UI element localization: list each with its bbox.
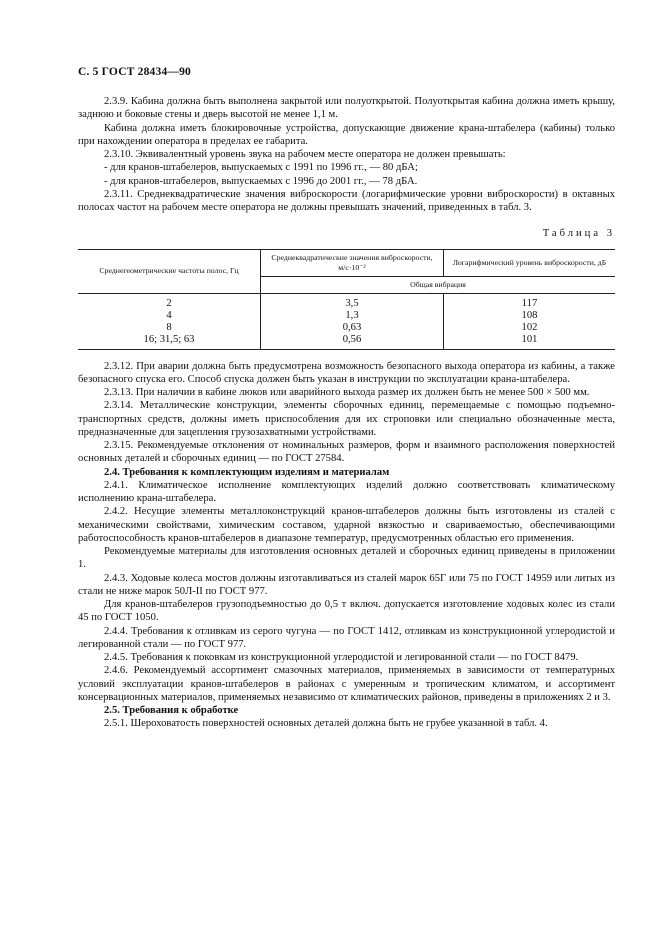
- body-text: [78, 95, 615, 731]
- table-cell: 0,56: [261, 334, 444, 350]
- table-row: [78, 298, 615, 310]
- paragraph: Для кранов-штабелеров грузоподъемностью до 0,5 т включ. допускается изготовление ходовых колес из стали 45 по ГОСТ 1050.: [78, 599, 615, 624]
- paragraph: - для кранов-штабелеров, выпускаемых с 1991 по 1996 гг., — 80 дБА;: [104, 162, 418, 174]
- paragraph: 2.4.1. Климатическое исполнение комплектующих изделий должно соответствовать климатическому исполнению крана-штабелера.: [78, 479, 615, 504]
- paragraph: 2.4.6. Рекомендуемый ассортимент смазочных материалов, применяемых в зависимости от температурных условий эксплуатации кранов-штабелеров в районах с умеренным и тропическим климатом, и ассортимент консервационных материалов, применяемых независимо от климатических районов, приведены в приложениях 2 и 3.: [78, 665, 615, 703]
- paragraph: - для кранов-штабелеров, выпускаемых с 1996 до 2001 гг., — 78 дБА.: [104, 175, 418, 187]
- table-cell: 108: [444, 310, 616, 322]
- paragraph: 2.3.11. Среднеквадратические значения виброскорости (логарифмические уровни виброскорости) в октавных полосах частот на рабочем месте оператора не должны превышать значений, приведенных в табл. 3.: [78, 188, 615, 213]
- table-cell: 3,5: [261, 298, 444, 310]
- column-header-frequency: Среднегеометрические частоты полос, Гц: [78, 249, 261, 293]
- paragraph: 2.3.15. Рекомендуемые отклонения от номинальных размеров, форм и взаимного расположения поверхностей основных деталей и сборочных единиц — по ГОСТ 27584.: [78, 440, 615, 465]
- paragraph: 2.3.12. При аварии должна быть предусмотрена возможность безопасного выхода оператора из кабины, а также безопасного спуска его. Способ спуска должен быть указан в инструкции по эксплуатации крана-штабелера.: [78, 360, 615, 385]
- column-header-level: Логарифмический уровень виброскорости, дБ: [444, 249, 616, 276]
- paragraph: 2.4.5. Требования к поковкам из конструкционной углеродистой и легированной стали — по ГОСТ 8479.: [104, 652, 579, 663]
- vibration-table: [78, 249, 615, 350]
- section-heading: 2.5. Требования к обработке: [104, 705, 239, 716]
- page-header: С. 5 ГОСТ 28434—90: [78, 66, 191, 78]
- paragraphs-after: [78, 360, 615, 731]
- paragraph: 2.5.1. Шероховатость поверхностей основных деталей должна быть не грубее указанной в табл. 4.: [104, 718, 548, 730]
- table-cell: 16; 31,5; 63: [143, 333, 195, 345]
- table-cell: 0,63: [261, 322, 444, 334]
- subheader-general-vibration: Общая вибрация: [261, 276, 616, 293]
- paragraph: 2.4.3. Ходовые колеса мостов должны изготавливаться из сталей марок 65Г или 75 по ГОСТ 14959 или литых из стали не ниже марок 50Л-II по ГОСТ 977.: [78, 572, 615, 597]
- paragraph: 2.3.9. Кабина должна быть выполнена закрытой или полуоткрытой. Полуоткрытая кабина должна иметь крышу, заднюю и боковые стены и дверь высотой не менее 1,1 м.: [78, 96, 615, 121]
- paragraph: 2.3.10. Эквивалентный уровень звука на рабочем месте оператора не должен превышать:: [104, 149, 506, 160]
- table-cell: 102: [444, 322, 616, 334]
- paragraph: 2.3.14. Металлические конструкции, элементы сборочных единиц, перемещаемые с помощью подъемно-транспортных средств, должны иметь приспособления для их строповки или специально обозначенные места, предназначенные для зацепления грузозахватными устройствами.: [78, 400, 615, 438]
- paragraph: 2.4.2. Несущие элементы металлоконструкций кранов-штабелеров должны быть изготовлены из сталей с механическими свойствами, химическим составом, ударной вязкостью и свариваемостью, обеспечивающими работоспособность кранов-штабелеров в диапазоне температур, предусмотренных областью его применения.: [78, 506, 615, 544]
- table-row: [78, 334, 615, 350]
- table-cell: 4: [166, 309, 172, 321]
- table-cell: 8: [166, 321, 172, 333]
- table-cell: 101: [444, 334, 616, 350]
- table-cell: 2: [166, 297, 172, 309]
- paragraph: 2.4.4. Требования к отливкам из серого чугуна — по ГОСТ 1412, отливкам из конструкционной углеродистой и легированной стали — по ГОСТ 977.: [78, 625, 615, 650]
- paragraph: Рекомендуемые материалы для изготовления основных деталей и сборочных единиц приведены в приложении 1.: [78, 546, 615, 571]
- paragraph: 2.3.13. При наличии в кабине люков или аварийного выхода размер их должен быть не менее 500 × 500 мм.: [104, 387, 590, 398]
- column-header-velocity: Среднеквадратические значения виброскорости, м/с·10⁻²: [261, 249, 444, 276]
- table-caption: Таблица 3: [542, 228, 615, 240]
- table-row: [78, 322, 615, 334]
- section-heading: 2.4. Требования к комплектующим изделиям и материалам: [104, 466, 390, 478]
- table-row: [78, 310, 615, 322]
- paragraph: Кабина должна иметь блокировочные устройства, допускающие движение крана-штабелера (кабины) только при нахождении оператора в пределах ее габарита.: [78, 122, 615, 147]
- table-cell: 1,3: [261, 310, 444, 322]
- table-cell: 117: [444, 298, 616, 310]
